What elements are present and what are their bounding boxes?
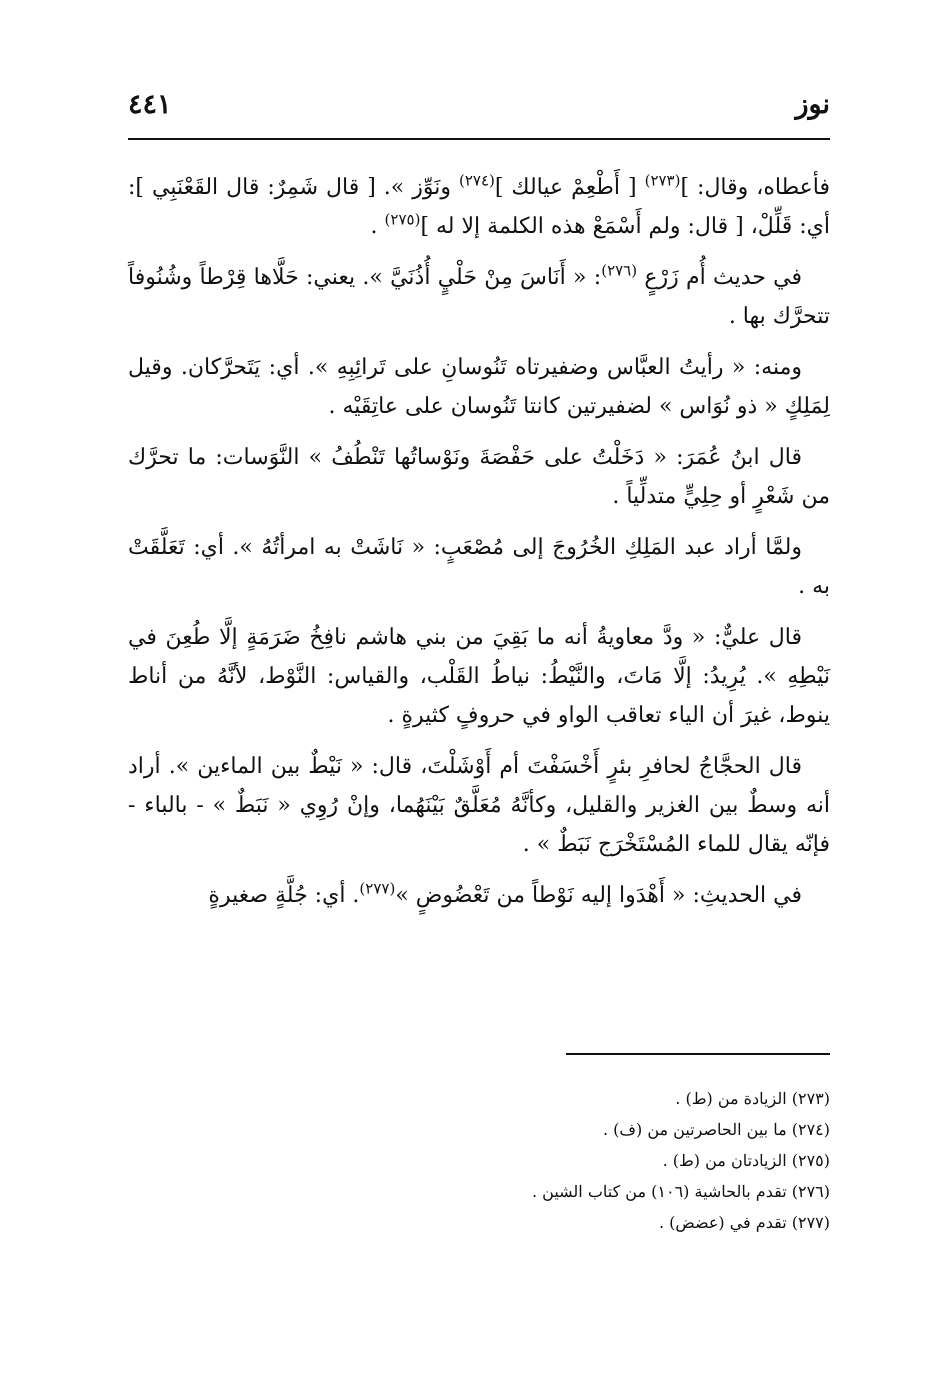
- text-segment: قال الحجَّاجُ لحافرِ بئرٍ أَخْسَفْتَ أم أَوْشَلْتَ، قال: « نَيْطٌ بين الماءين ». أراد أنه وسطٌ بين الغزير والقليل، وكأنَّهُ مُعَلَّقٌ بَيْنَهُما، وإنْ رُوِي « نَبَطٌ » - بالباء - فإنّه يقال للماء المُسْتَخْرَج نَبَطٌ » .: [128, 754, 830, 857]
- header-rule: [128, 138, 830, 140]
- running-head: [128, 84, 830, 124]
- text-segment: . أي: جُلَّةٍ صغيرةٍ: [208, 883, 360, 908]
- paragraph: [128, 348, 830, 426]
- footnote-reference: (٢٧٣): [644, 171, 681, 190]
- paragraph: [128, 258, 830, 336]
- footnote-reference: (٢٧٦): [601, 261, 638, 280]
- text-segment: ومنه: « رأيتُ العبَّاس وضفيرتاه تَنُوسانِ على تَرائِبِهِ ». أي: يَتَحرَّكان. وقيل لِمَلِكٍ « ذو نُوَاس » لضفيرتين كانتا تَنُوسان على عاتِقَيْه .: [128, 355, 830, 419]
- text-segment: : « أَنَاسَ مِنْ حَلْيٍ أُذُنَيَّ ». يعني: حَلَّاها قِرْطاً وشُنُوفاً تتحرَّك بها .: [128, 265, 830, 329]
- paragraph: [128, 438, 830, 516]
- text-segment: قال عليٌّ: « ودَّ معاويةُ أنه ما بَقِيَ من بني هاشم نافِخُ ضَرَمَةٍ إلَّا طُعِنَ في نَيْطِهِ ». يُرِيدُ: إلَّا مَاتَ، والنَّيْطُ: نياطُ القَلْب، والقياس: النَّوْط، لأنَّهُ من أناط ينوط، غيرَ أن الياء تعاقب الواو في حروفٍ كثيرةٍ .: [128, 625, 830, 728]
- footnote-275: (٢٧٥) الزيادتان من (ط) .: [662, 1151, 830, 1170]
- footnote-divider: [566, 1053, 830, 1055]
- page-number: ٤٤١: [128, 88, 172, 120]
- footnote-reference: (٢٧٤): [458, 171, 495, 190]
- footnote-273: (٢٧٣) الزيادة من (ط) .: [675, 1089, 830, 1108]
- page-title: نوز: [795, 88, 830, 120]
- text-segment: في الحديثِ: « أَهْدَوا إليه نَوْطاً من تَعْضُوضٍ »: [395, 883, 802, 908]
- paragraph: [128, 876, 830, 915]
- paragraph: [128, 168, 830, 246]
- footnotes: [128, 1083, 830, 1238]
- paragraph: [128, 618, 830, 735]
- footnote-277: (٢٧٧) تقدم في (عضض) .: [658, 1213, 830, 1232]
- text-segment: فأعطاه، وقال: ]: [680, 175, 830, 200]
- text-segment: .: [370, 214, 385, 239]
- text-segment: في حديث أُم زَرْعٍ: [637, 265, 802, 290]
- text-segment: قال ابنُ عُمَرَ: « دَخَلْتُ على حَفْصَةَ ونَوْساتُها تَنْطُفُ » النَّوَسات: ما تحرَّك من شَعْرٍ أو حِلِيٍّ متدلِّياً .: [128, 445, 830, 509]
- footnote-reference: (٢٧٥): [384, 210, 421, 229]
- text-segment: [ أَطْعِمْ عيالك ]: [494, 175, 645, 200]
- footnote-reference: (٢٧٧): [359, 879, 396, 898]
- footnote-276: (٢٧٦) تقدم بالحاشية (١٠٦) من كتاب الشين .: [531, 1182, 830, 1201]
- footnote-274: (٢٧٤) ما بين الحاصرتين من (ف) .: [603, 1120, 830, 1139]
- text-segment: ونَوِّز ». [ قال شَمِرٌ: قال القَعْنَبِي ]: أي: قَلِّلْ، [ قال: ولم أَسْمَعْ هذه الكلمة إلا له ]: [128, 175, 830, 239]
- paragraph: [128, 747, 830, 864]
- paragraph: [128, 528, 830, 606]
- main-text: [128, 168, 830, 927]
- text-segment: ولمَّا أراد عبد المَلِكِ الخُرُوجَ إلى مُصْعَبٍ: « نَاشَتْ به امرأتُهُ ». أي: تَعَلَّقَتْ به .: [128, 535, 830, 599]
